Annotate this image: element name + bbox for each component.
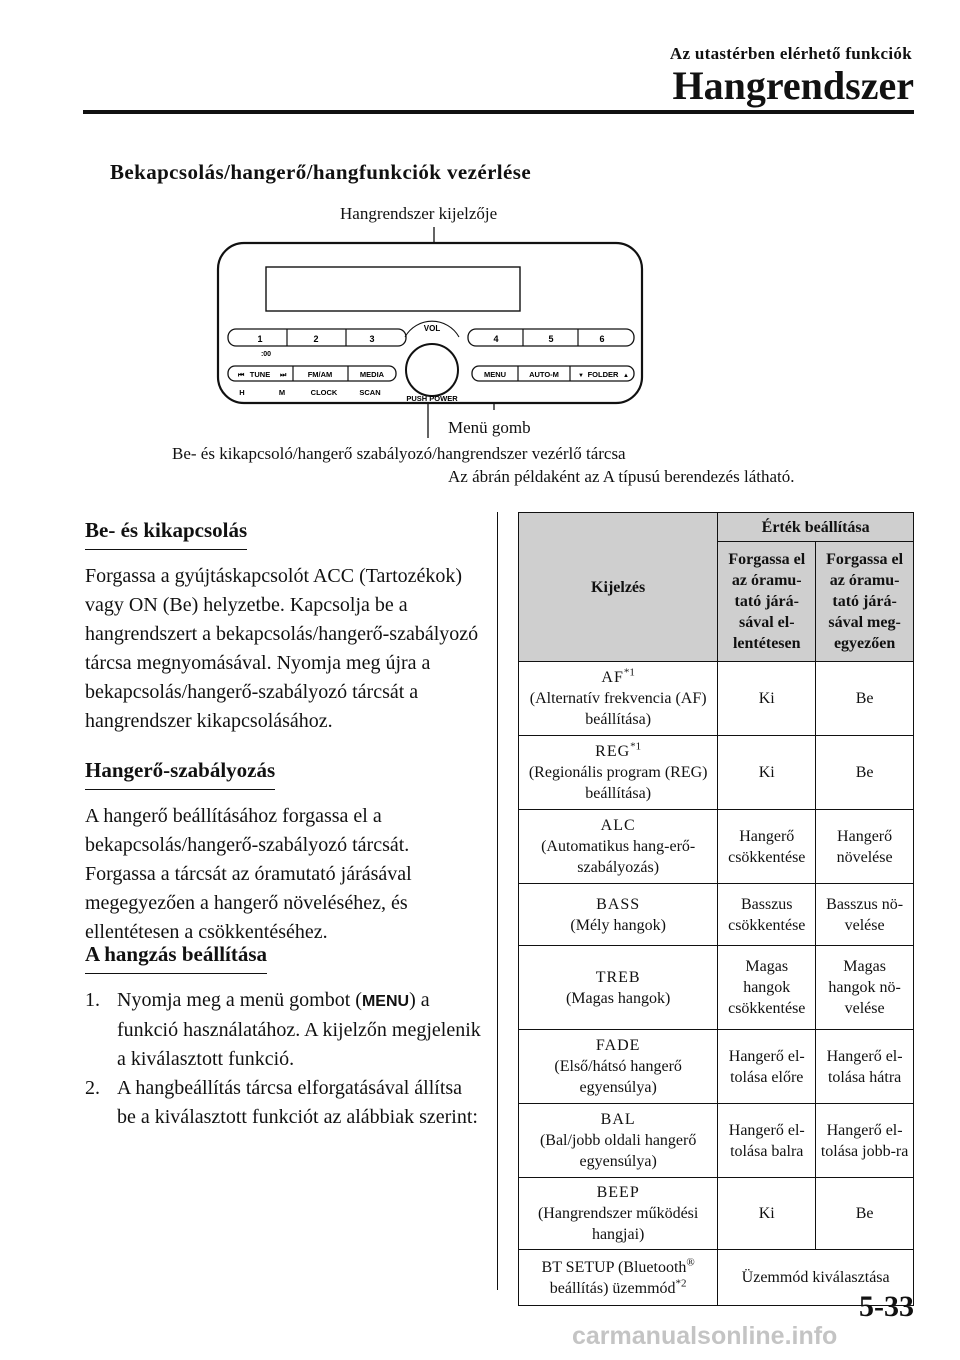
ccw-cell: Hangerő el-tolása balra bbox=[718, 1104, 816, 1178]
table-row bbox=[519, 1178, 914, 1250]
watermark: carmanualsonline.info bbox=[572, 1322, 838, 1350]
value-cell: Üzemmód kiválasztása bbox=[718, 1250, 914, 1306]
step-text: ) a funkció használatához. A kijelzőn megjelenik a kiválasztott funkció. bbox=[117, 989, 481, 1070]
bt-setup-text-2: beállítás) üzemmód bbox=[549, 1279, 676, 1297]
section-heading: A hangzás beállítása bbox=[85, 940, 267, 974]
bt-setup-text: BT SETUP (Bluetooth bbox=[541, 1258, 687, 1276]
display-label: Hangrendszer kijelzője bbox=[340, 204, 498, 223]
display-cell bbox=[519, 736, 718, 810]
step-number: 2. bbox=[85, 1077, 100, 1099]
registered-mark: ® bbox=[686, 1256, 695, 1269]
setting-desc: (Regionális program (REG) beállítása) bbox=[528, 764, 708, 802]
cw-cell: Be bbox=[816, 736, 914, 810]
setting-desc: (Első/hátsó hangerő egyensúlya) bbox=[554, 1058, 682, 1096]
setting-code: REG bbox=[595, 743, 631, 760]
footnote-mark: *1 bbox=[623, 666, 635, 679]
ccw-cell: Magas hangok csökkentése bbox=[718, 946, 816, 1030]
cw-cell: Hangerő el-tolása jobb-ra bbox=[816, 1104, 914, 1178]
section-text: A hangerő beállításához forgassa el a bekapcsolás/hangerő-szabályozó tárcsát. Forgassa a tárcsát az óramutató járásával megegyezően a hangerő növeléséhez, és ellentétesen a csökkentéséhez. bbox=[85, 805, 412, 943]
table-row bbox=[519, 662, 914, 736]
audio-unit-diagram bbox=[200, 225, 660, 440]
footnote-mark: *2 bbox=[675, 1277, 687, 1290]
list-item bbox=[85, 1074, 485, 1132]
ccw-cell: Ki bbox=[718, 1178, 816, 1250]
page-title: Hangrendszer bbox=[672, 63, 914, 108]
display-cell bbox=[519, 662, 718, 736]
section-power bbox=[85, 516, 485, 736]
setting-desc: (Bal/jobb oldali hangerő egyensúlya) bbox=[539, 1132, 697, 1170]
column-divider bbox=[497, 512, 498, 1290]
clock-label: CLOCK bbox=[310, 388, 338, 397]
setting-code: AF bbox=[601, 669, 624, 686]
section-volume bbox=[85, 756, 485, 947]
ccw-cell: Ki bbox=[718, 736, 816, 810]
seek-back-icon: ⏮ bbox=[238, 372, 245, 379]
section-sound bbox=[85, 940, 485, 1132]
ccw-cell: Ki bbox=[718, 662, 816, 736]
cw-cell: Magas hangok nö-velése bbox=[816, 946, 914, 1030]
step-text: A hangbeállítás tárcsa elforgatásával állítsa be a kiválasztott funkciót az alábbiak szerint: bbox=[117, 1077, 478, 1128]
display-cell bbox=[519, 1178, 718, 1250]
display-cell bbox=[519, 1030, 718, 1104]
setting-code: FADE bbox=[595, 1037, 641, 1054]
vol-label: VOL bbox=[423, 324, 441, 333]
setting-code: ALC bbox=[600, 817, 636, 834]
setting-code: BEEP bbox=[596, 1184, 640, 1201]
cw-cell: Hangerő növelése bbox=[816, 810, 914, 884]
folder-up-icon: ▲ bbox=[623, 373, 629, 379]
cw-cell: Hangerő el-tolása hátra bbox=[816, 1030, 914, 1104]
preset-5: 5 bbox=[548, 334, 554, 344]
display-cell bbox=[519, 946, 718, 1030]
preset-4: 4 bbox=[493, 334, 499, 344]
menu-key-label: MENU bbox=[361, 993, 410, 1010]
power-volume-knob bbox=[406, 344, 458, 396]
list-item bbox=[85, 986, 485, 1074]
menu-button-text: MENU bbox=[483, 370, 507, 379]
page-number: 5-33 bbox=[859, 1290, 914, 1323]
step-number: 1. bbox=[85, 989, 100, 1011]
knob-label: Be- és kikapcsoló/hangerő szabályozó/hangrendszer vezérlő tárcsa bbox=[172, 444, 626, 463]
preset-2: 2 bbox=[313, 334, 319, 344]
folder-label: FOLDER bbox=[587, 370, 619, 379]
header-value: Érték beállítása bbox=[718, 513, 914, 542]
table-row bbox=[519, 1030, 914, 1104]
display-cell bbox=[519, 810, 718, 884]
h-label: H bbox=[239, 388, 245, 397]
figure-note: Az ábrán példaként az A típusú berendezés látható. bbox=[448, 467, 795, 486]
header-cw: Forgassa el az óramu-tató járá-sával meg-egyezően bbox=[816, 542, 914, 662]
figure-title: Bekapcsolás/hangerő/hangfunkciók vezérlése bbox=[110, 160, 532, 184]
cw-cell: Basszus nö-velése bbox=[816, 884, 914, 946]
steps-list bbox=[85, 986, 485, 1132]
display-window bbox=[266, 267, 520, 311]
footnote-mark: *1 bbox=[630, 740, 642, 753]
table-row bbox=[519, 736, 914, 810]
folder-down-icon: ▼ bbox=[578, 373, 584, 379]
display-cell bbox=[519, 1250, 718, 1306]
menu-button-label: Menü gomb bbox=[448, 418, 531, 437]
header-rule bbox=[83, 110, 914, 114]
display-cell bbox=[519, 884, 718, 946]
settings-table bbox=[518, 512, 914, 1306]
setting-desc: (Hangrendszer működési hangjai) bbox=[537, 1205, 699, 1243]
section-text: Forgassa a gyújtáskapcsolót ACC (Tartozékok) vagy ON (Be) helyzetbe. Kapcsolja be a hangrendszert a bekapcsolás/hangerő-szabályozó tárcsa megnyomásával. Nyomja meg újra a bekapcsolás/hangerő-szabályozó tárcsát a hangrendszer kikapcsolásához. bbox=[85, 565, 479, 732]
preset-1: 1 bbox=[257, 334, 263, 344]
setting-code: TREB bbox=[595, 968, 641, 986]
auto-m-label: AUTO-M bbox=[529, 370, 559, 379]
seek-forward-icon: ⏭ bbox=[280, 372, 287, 379]
table-row bbox=[519, 1104, 914, 1178]
section-heading: Be- és kikapcsolás bbox=[85, 516, 247, 550]
table-row bbox=[519, 946, 914, 1030]
header-display: Kijelzés bbox=[519, 513, 718, 662]
cw-cell: Be bbox=[816, 662, 914, 736]
preset-6: 6 bbox=[599, 334, 605, 344]
preset-3: 3 bbox=[369, 334, 375, 344]
setting-desc: (Mély hangok) bbox=[570, 916, 666, 934]
setting-desc: (Alternatív frekvencia (AF) beállítása) bbox=[529, 690, 707, 728]
setting-code: BASS bbox=[596, 895, 641, 913]
cw-cell: Be bbox=[816, 1178, 914, 1250]
media-label: MEDIA bbox=[359, 370, 385, 379]
setting-desc: (Magas hangok) bbox=[565, 989, 671, 1007]
table-row bbox=[519, 1250, 914, 1306]
scan-label: SCAN bbox=[359, 388, 381, 397]
setting-desc: (Automatikus hang-erő-szabályozás) bbox=[541, 838, 696, 876]
ccw-cell: Basszus csökkentése bbox=[718, 884, 816, 946]
table-row bbox=[519, 884, 914, 946]
fm-am-label: FM/AM bbox=[307, 370, 333, 379]
ccw-cell: Hangerő el-tolása előre bbox=[718, 1030, 816, 1104]
section-header: Az utastérben elérhető funkciók bbox=[669, 44, 912, 63]
step-text: Nyomja meg a menü gombot ( bbox=[117, 989, 362, 1011]
display-cell bbox=[519, 1104, 718, 1178]
table-row bbox=[519, 810, 914, 884]
setting-code: BAL bbox=[600, 1111, 636, 1128]
tune-label: TUNE bbox=[249, 370, 271, 379]
push-power-label: PUSH POWER bbox=[406, 394, 458, 403]
section-heading: Hangerő-szabályozás bbox=[85, 756, 275, 790]
m-label: M bbox=[278, 388, 286, 397]
header-ccw: Forgassa el az óramu-tató járá-sával el-lentétesen bbox=[718, 542, 816, 662]
ccw-cell: Hangerő csökkentése bbox=[718, 810, 816, 884]
time-label: :00 bbox=[260, 351, 272, 358]
